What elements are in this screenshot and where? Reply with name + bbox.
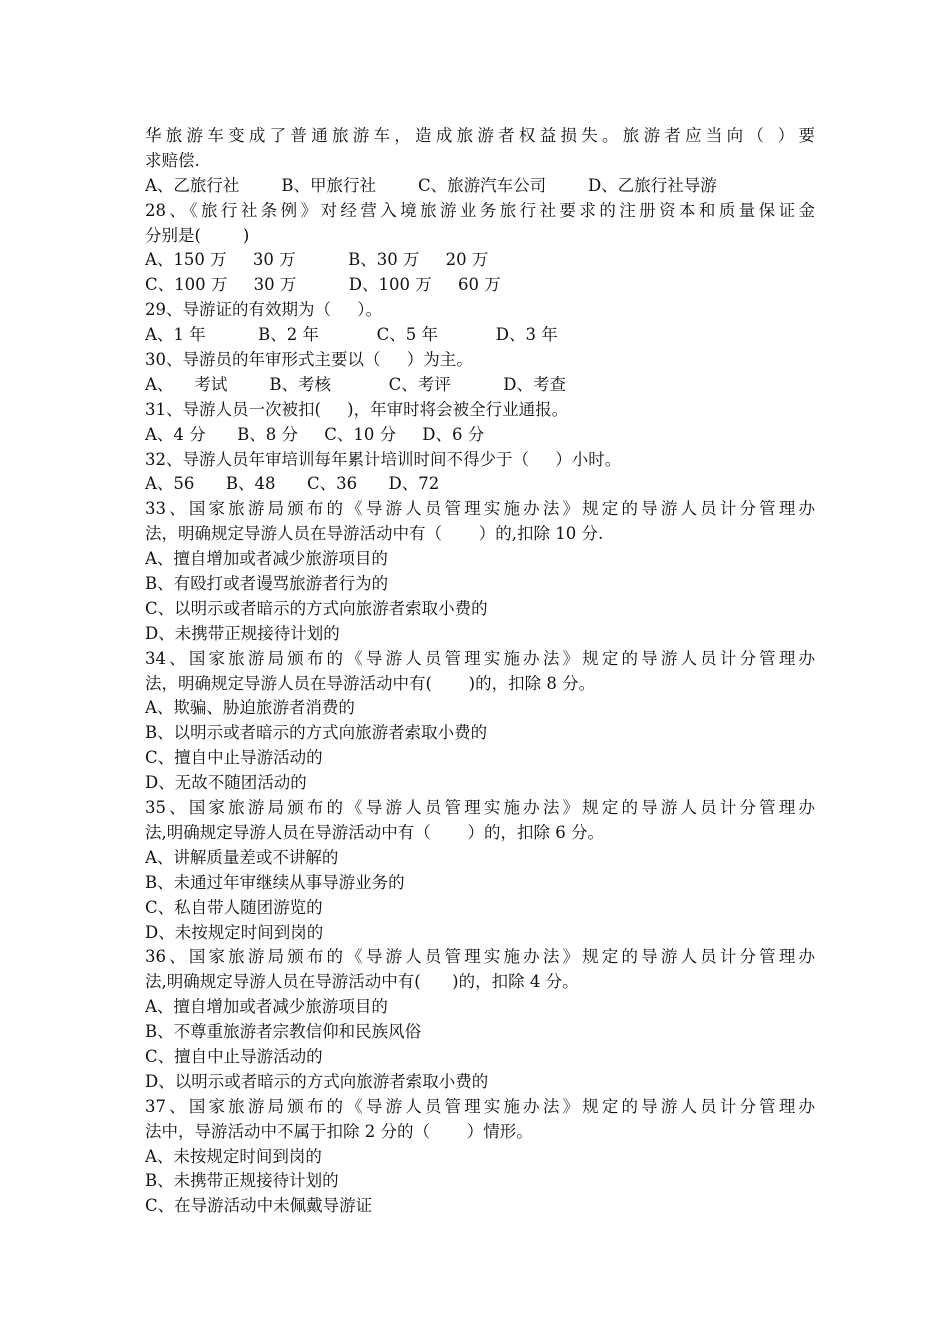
text-line: 28、《旅行社条例》对经营入境旅游业务旅行社要求的注册资本和质量保证金 (145, 200, 815, 220)
text-line: 法中，导游活动中不属于扣除 2 分的（ ）情形。 (145, 1121, 533, 1141)
text-line: 33、国家旅游局颁布的《导游人员管理实施办法》规定的导游人员计分管理办 (145, 499, 815, 519)
text-line: A、未按规定时间到岗的 (145, 1146, 322, 1166)
text-line: A、讲解质量差或不讲解的 (145, 847, 339, 867)
text-line: B、未携带正规接待计划的 (145, 1171, 339, 1191)
text-line: 36、国家旅游局颁布的《导游人员管理实施办法》规定的导游人员计分管理办 (145, 947, 815, 967)
text-line: D、以明示或者暗示的方式向旅游者索取小费的 (145, 1071, 489, 1091)
text-line: C、私自带人随团游览的 (145, 897, 323, 917)
text-line: A、 考试 B、考核 C、考评 D、考查 (145, 374, 566, 394)
text-line: 法,明确规定导游人员在导游活动中有（ ）的，扣除 6 分。 (145, 822, 604, 842)
text-line: C、擅自中止导游活动的 (145, 1046, 323, 1066)
text-line: A、擅自增加或者减少旅游项目的 (145, 997, 388, 1017)
text-line: D、无故不随团活动的 (145, 773, 307, 793)
text-line: 31、导游人员一次被扣( )，年审时将会被全行业通报。 (145, 399, 569, 419)
text-line: A、擅自增加或者减少旅游项目的 (145, 549, 388, 569)
text-line: A、56 B、48 C、36 D、72 (145, 474, 440, 494)
text-line: B、以明示或者暗示的方式向旅游者索取小费的 (145, 723, 488, 743)
text-line: 29、导游证的有效期为（ ）。 (145, 300, 382, 320)
text-line: 分别是( ) (145, 225, 250, 245)
text-line: 37、国家旅游局颁布的《导游人员管理实施办法》规定的导游人员计分管理办 (145, 1096, 815, 1116)
text-line: 法,明确规定导游人员在导游活动中有( )的，扣除 4 分。 (145, 972, 579, 992)
text-line: 32、导游人员年审培训每年累计培训时间不得少于（ ）小时。 (145, 449, 622, 469)
text-line: C、100 万 30 万 D、100 万 60 万 (145, 275, 501, 295)
text-line: B、未通过年审继续从事导游业务的 (145, 872, 405, 892)
text-line: 34、国家旅游局颁布的《导游人员管理实施办法》规定的导游人员计分管理办 (145, 648, 815, 668)
document-body (145, 124, 815, 1219)
text-line: A、4 分 B、8 分 C、10 分 D、6 分 (145, 424, 485, 444)
text-line: C、以明示或者暗示的方式向旅游者索取小费的 (145, 598, 488, 618)
text-line: 法，明确规定导游人员在导游活动中有( )的，扣除 8 分。 (145, 673, 596, 693)
text-line: B、不尊重旅游者宗教信仰和民族风俗 (145, 1022, 422, 1042)
text-line: D、未携带正规接待计划的 (145, 623, 340, 643)
text-line: A、乙旅行社 B、甲旅行社 C、旅游汽车公司 D、乙旅行社导游 (145, 175, 717, 195)
text-line: D、未按规定时间到岗的 (145, 922, 324, 942)
text-line: 华旅游车变成了普通旅游车，造成旅游者权益损失。旅游者应当向（ ）要 (145, 126, 815, 145)
text-line: A、欺骗、胁迫旅游者消费的 (145, 698, 355, 718)
text-line: C、擅自中止导游活动的 (145, 748, 323, 768)
text-line: C、在导游活动中未佩戴导游证 (145, 1196, 373, 1216)
text-line: 30、导游员的年审形式主要以（ ）为主。 (145, 350, 473, 370)
text-line: 求赔偿. (145, 150, 200, 170)
text-line: A、1 年 B、2 年 C、5 年 D、3 年 (145, 325, 558, 345)
text-line: 法，明确规定导游人员在导游活动中有（ ）的,扣除 10 分. (145, 524, 604, 544)
text-line: A、150 万 30 万 B、30 万 20 万 (145, 250, 489, 270)
text-line: 35、国家旅游局颁布的《导游人员管理实施办法》规定的导游人员计分管理办 (145, 798, 815, 818)
text-line: B、有殴打或者谩骂旅游者行为的 (145, 574, 389, 594)
